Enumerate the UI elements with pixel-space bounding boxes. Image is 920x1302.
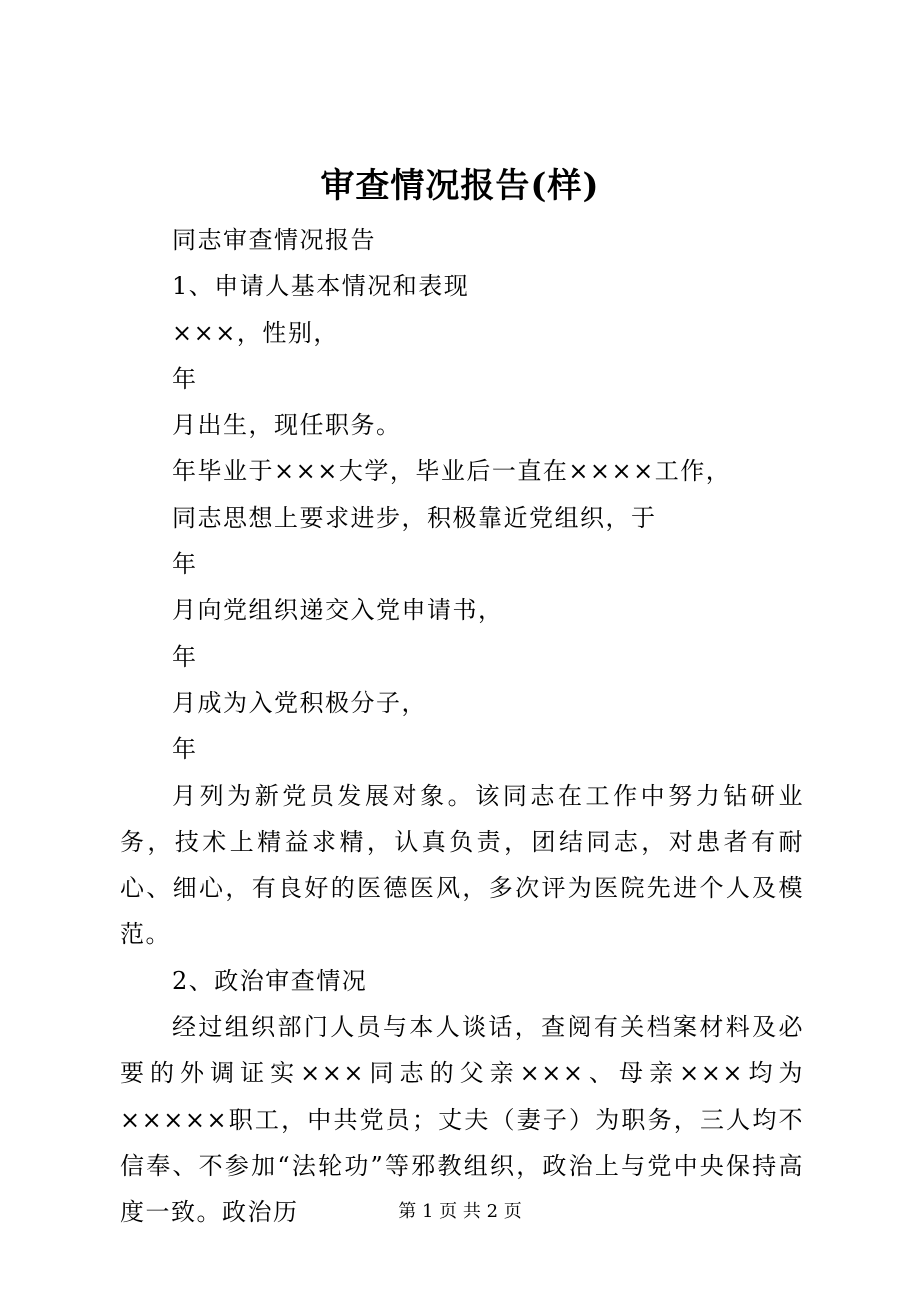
paragraph-ideology: 同志思想上要求进步，积极靠近党组织，于 (172, 503, 657, 532)
paragraph-birth-position: 月出生，现任职务。 (172, 411, 402, 440)
paragraph-year-4: 年 (172, 735, 198, 764)
document-title: 审查情况报告(样) (320, 166, 600, 206)
paragraph-year-1: 年 (172, 364, 198, 393)
paragraph-section-1-heading: 1、申请人基本情况和表现 (172, 272, 470, 301)
paragraph-graduation: 年毕业于×××大学，毕业后一直在××××工作， (172, 457, 732, 486)
paragraph-report-heading: 同志审查情况报告 (172, 226, 376, 254)
paragraph-year-2: 年 (172, 550, 198, 579)
paragraph-application: 月向党组织递交入党申请书， (172, 596, 504, 625)
document-body (120, 217, 804, 1236)
paragraph-performance: 月列为新党员发展对象。该同志在工作中努力钻研业务，技术上精益求精，认真负责，团结同志，对患者有耐心、细心，有良好的医德医风，多次评为医院先进个人及模范。 (120, 781, 804, 949)
paragraph-section-2-heading: 2、政治审查情况 (172, 966, 368, 995)
paragraph-political-review: 经过组织部门人员与本人谈话，查阅有关档案材料及必要的外调证实×××同志的父亲×××、母亲×××均为×××××职工，中共党员；丈夫（妻子）为职务，三人均不信奉、不参加“法轮功”等邪教组织，政治上与党中央保持高度一致。政治历 (120, 1013, 804, 1227)
page-footer: 第 1 页 共 2 页 (398, 1201, 522, 1222)
paragraph-year-3: 年 (172, 642, 198, 671)
paragraph-name-gender: ×××，性别， (172, 318, 339, 347)
paragraph-activist: 月成为入党积极分子， (172, 688, 427, 717)
